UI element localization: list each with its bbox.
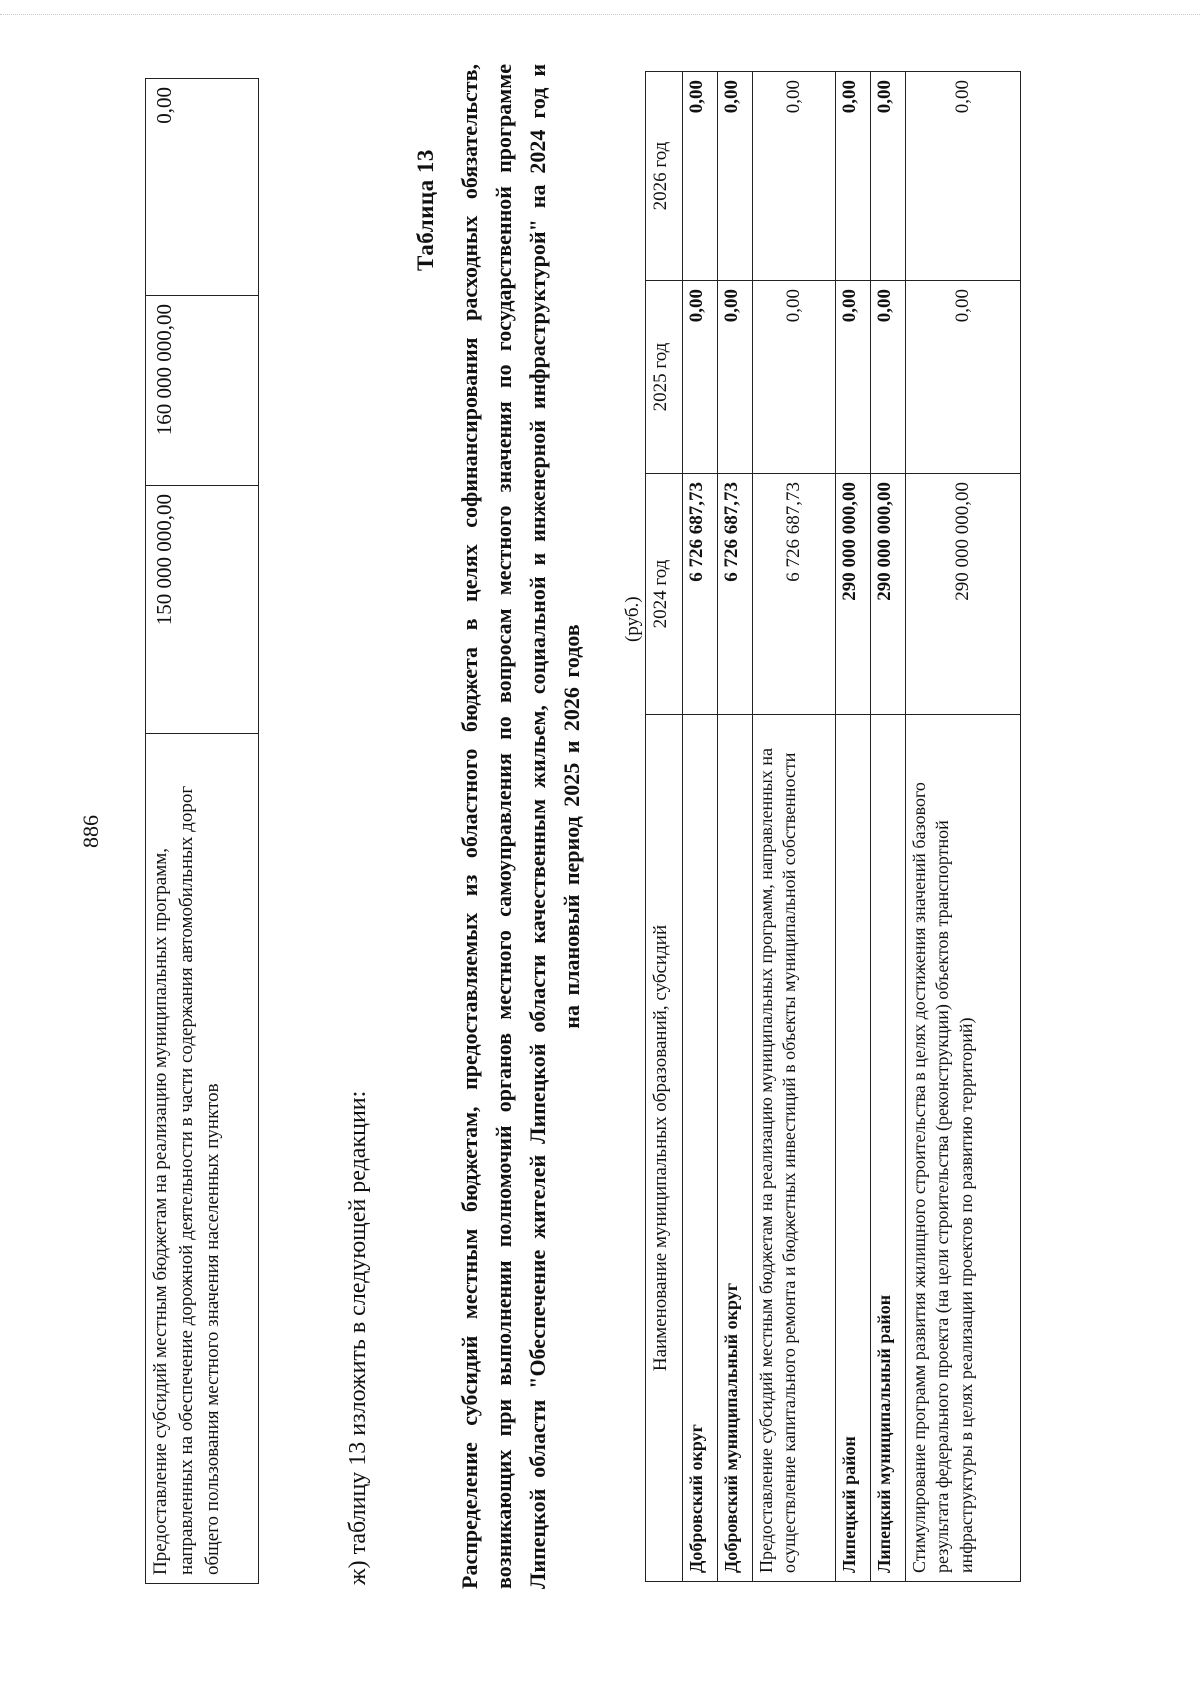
row-2024: 6 726 687,73: [753, 474, 836, 715]
row-2024: 290 000 000,00: [836, 474, 871, 715]
table-row: [906, 72, 1021, 1582]
row-2026: 0,00: [836, 72, 871, 281]
row-2024: 6 726 687,73: [683, 474, 718, 715]
header-name: Наименование муниципальных образований, субсидий: [646, 715, 683, 1582]
table-row: [683, 72, 718, 1582]
row-2025: 0,00: [718, 281, 753, 474]
table-cell-2026: 0,00: [146, 79, 259, 296]
row-2026: 0,00: [871, 72, 906, 281]
page-number: 886: [78, 815, 103, 848]
row-2024: 6 726 687,73: [718, 474, 753, 715]
table-cell-2024: 150 000 000,00: [146, 486, 259, 734]
table-row: [871, 72, 906, 1582]
amendment-intro: ж) таблицу 13 изложить в следующей редакции:: [345, 1090, 371, 1585]
header-2026: 2026 год: [646, 72, 683, 281]
table-row: [753, 72, 836, 1582]
row-2025: 0,00: [906, 281, 1021, 474]
row-name: Липецкий район: [836, 715, 871, 1582]
header-2024: 2024 год: [646, 474, 683, 715]
row-2026: 0,00: [718, 72, 753, 281]
unit-label: (руб.): [622, 596, 643, 642]
row-2026: 0,00: [906, 72, 1021, 281]
table-row: [836, 72, 871, 1582]
row-2025: 0,00: [871, 281, 906, 474]
row-name: Предоставление субсидий местным бюджетам на реализацию муниципальных программ, направленных на осуществление капитального ремонта и бюджетных инвестиций в объекты муниципальной собственности: [753, 715, 836, 1582]
row-name: Стимулирование программ развития жилищного строительства в целях достижения значений базового результата федерального проекта (на цели строительства (реконструкции) объектов транспортной инфраструктуры в целях реализации проектов по развитию территорий): [906, 715, 1021, 1582]
row-name: Добровский округ: [683, 715, 718, 1582]
subsidy-table: [645, 71, 1021, 1582]
table-row: [718, 72, 753, 1582]
row-name: Добровский муниципальный округ: [718, 715, 753, 1582]
row-2024: 290 000 000,00: [906, 474, 1021, 715]
row-2025: 0,00: [683, 281, 718, 474]
table-cell-name: Предоставление субсидий местным бюджетам на реализацию муниципальных программ, направленных на обеспечение дорожной деятельности в части содержания автомобильных дорог общего пользования местного значения населенных пунктов: [146, 734, 259, 1584]
row-2025: 0,00: [836, 281, 871, 474]
table-row: [146, 79, 259, 1584]
row-name: Липецкий муниципальный район: [871, 715, 906, 1582]
row-2025: 0,00: [753, 281, 836, 474]
header-2025: 2025 год: [646, 281, 683, 474]
table-header-row: [646, 72, 683, 1582]
row-2026: 0,00: [683, 72, 718, 281]
table-caption: Таблица 13: [413, 149, 438, 271]
table-cell-2025: 160 000 000,00: [146, 296, 259, 486]
previous-table: [145, 78, 259, 1584]
row-2024: 290 000 000,00: [871, 474, 906, 715]
table-title: Распределение субсидий местным бюджетам, предоставляемых из областного бюджета в целях софинансирования расходных обязательств, возникающих при выполнении полномочий органов местного самоуправления по вопросам местного значения по государственной программе Липецкой области "Обеспечение жителей Липецкой области качественным жильем, социальной и инженерной инфраструктурой" на 2024 год и на плановый период 2025 и 2026 годов: [457, 64, 584, 1589]
row-2026: 0,00: [753, 72, 836, 281]
